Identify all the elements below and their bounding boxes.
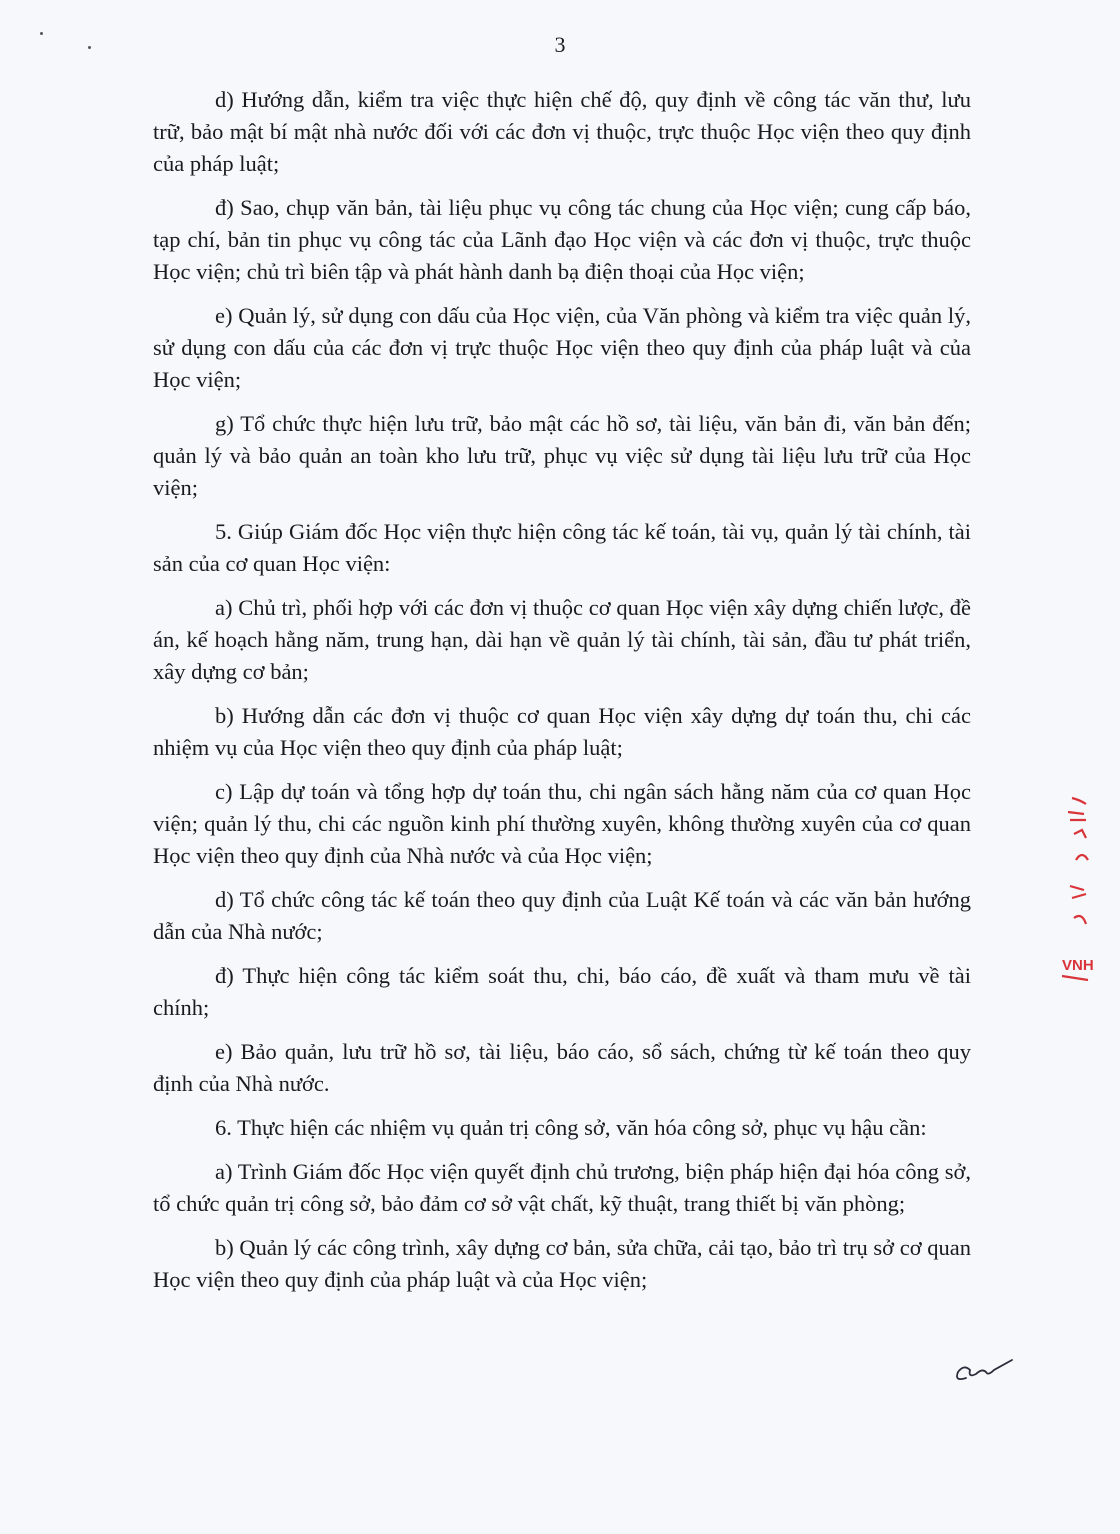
paragraph-5b-estimate: b) Hướng dẫn các đơn vị thuộc cơ quan Học viện xây dựng dự toán thu, chi các nhiệm vụ của Học viện theo quy định của pháp luật; [153, 703, 971, 760]
paragraph-5d-accounting: d) Tổ chức công tác kế toán theo quy định của Luật Kế toán và các văn bản hướng dẫn của Nhà nước; [153, 887, 971, 944]
paragraph-5a-strategy: a) Chủ trì, phối hợp với các đơn vị thuộc cơ quan Học viện xây dựng chiến lược, đề án, kế hoạch hằng năm, trung hạn, dài hạn về quản lý tài chính, tài sản, đầu tư phát triển, xây dựng cơ bản; [153, 595, 971, 684]
document-body [153, 84, 971, 1308]
paragraph-5c-budget: c) Lập dự toán và tổng hợp dự toán thu, chi ngân sách hằng năm của cơ quan Học viện; quản lý thu, chi các nguồn kinh phí thường xuyên, không thường xuyên của cơ quan Học viện theo quy định của Nhà nước và của Học viện; [153, 779, 971, 868]
paragraph-6b-construction: b) Quản lý các công trình, xây dựng cơ bản, sửa chữa, cải tạo, bảo trì trụ sở cơ quan Học viện theo quy định của pháp luật và của Học viện; [153, 1235, 971, 1292]
paragraph-dd-copying: đ) Sao, chụp văn bản, tài liệu phục vụ công tác chung của Học viện; cung cấp báo, tạp chí, bản tin phục vụ công tác của Lãnh đạo Học viện và các đơn vị thuộc, trực thuộc Học viện; chủ trì biên tập và phát hành danh bạ điện thoại của Học viện; [153, 195, 971, 284]
red-stamp-edge [1058, 790, 1094, 990]
paragraph-d-guidance: d) Hướng dẫn, kiểm tra việc thực hiện chế độ, quy định về công tác văn thư, lưu trữ, bảo mật bí mật nhà nước đối với các đơn vị thuộc, trực thuộc Học viện theo quy định của pháp luật; [153, 87, 971, 176]
page-number: 3 [554, 32, 566, 57]
stamp-text: VNH [1062, 957, 1094, 974]
paragraph-5dd-control: đ) Thực hiện công tác kiểm soát thu, chi, báo cáo, đề xuất và tham mưu về tài chính; [153, 963, 971, 1020]
paragraph-5-finance: 5. Giúp Giám đốc Học viện thực hiện công tác kế toán, tài vụ, quản lý tài chính, tài sản của cơ quan Học viện: [153, 519, 971, 576]
signature-initial [948, 1352, 1014, 1392]
paragraph-6a-modernize: a) Trình Giám đốc Học viện quyết định chủ trương, biện pháp hiện đại hóa công sở, tổ chức quản trị công sở, bảo đảm cơ sở vật chất, kỹ thuật, trang thiết bị văn phòng; [153, 1159, 971, 1216]
paragraph-6-administration: 6. Thực hiện các nhiệm vụ quản trị công sở, văn hóa công sở, phục vụ hậu cần: [215, 1115, 927, 1140]
paragraph-g-archive: g) Tổ chức thực hiện lưu trữ, bảo mật các hồ sơ, tài liệu, văn bản đi, văn bản đến; quản lý và bảo quản an toàn kho lưu trữ, phục vụ việc sử dụng tài liệu lưu trữ của Học viện; [153, 411, 971, 500]
paragraph-e-seal: e) Quản lý, sử dụng con dấu của Học viện, của Văn phòng và kiểm tra việc quản lý, sử dụng con dấu của các đơn vị trực thuộc Học viện theo quy định của pháp luật và của Học viện; [153, 303, 971, 392]
paragraph-5e-records: e) Bảo quản, lưu trữ hồ sơ, tài liệu, báo cáo, sổ sách, chứng từ kế toán theo quy định của Nhà nước. [153, 1039, 971, 1096]
